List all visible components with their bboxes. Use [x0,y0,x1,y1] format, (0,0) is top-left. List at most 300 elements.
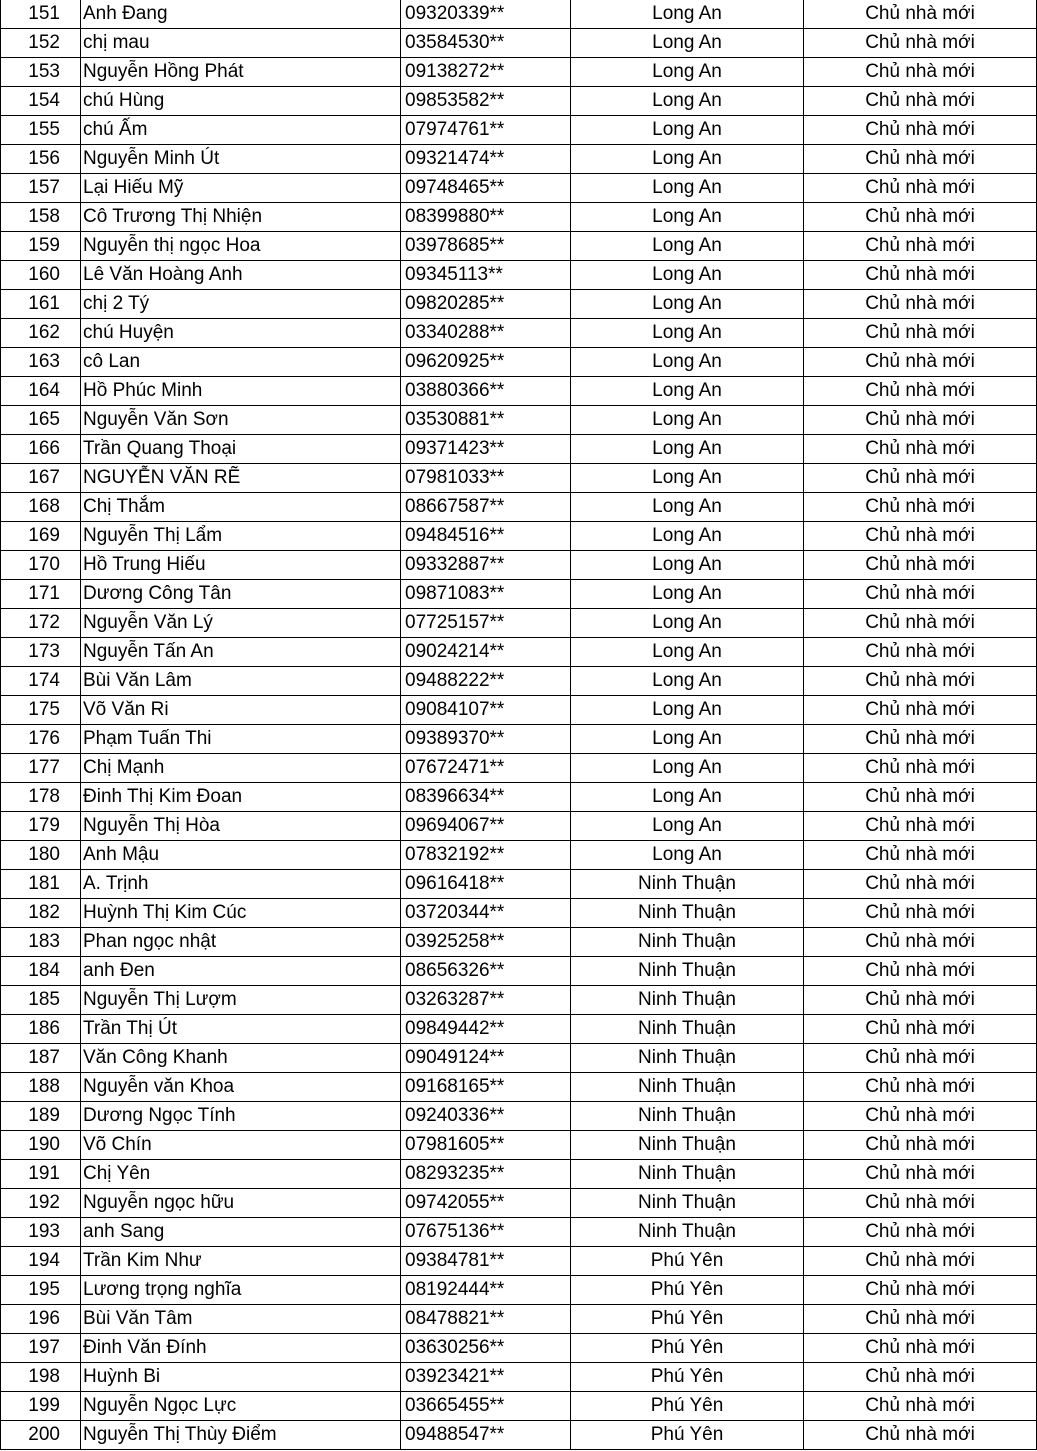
phone-number-cell: 09484516** [401,522,571,551]
owner-name-cell: chú Ấm [81,116,401,145]
status-cell: Chủ nhà mới [804,1247,1037,1276]
phone-number-cell: 09742055** [401,1189,571,1218]
phone-number-cell: 09871083** [401,580,571,609]
row-number-cell: 178 [1,783,81,812]
row-number-cell: 160 [1,261,81,290]
owner-name-cell: chú Huyện [81,319,401,348]
status-cell: Chủ nhà mới [804,116,1037,145]
province-cell: Long An [571,435,804,464]
province-cell: Long An [571,203,804,232]
province-cell: Ninh Thuận [571,1218,804,1247]
status-cell: Chủ nhà mới [804,899,1037,928]
phone-number-cell: 08396634** [401,783,571,812]
owner-name-cell: chị mau [81,29,401,58]
province-cell: Long An [571,464,804,493]
status-cell: Chủ nhà mới [804,29,1037,58]
status-cell: Chủ nhà mới [804,145,1037,174]
status-cell: Chủ nhà mới [804,957,1037,986]
owner-name-cell: Đinh Thị Kim Đoan [81,783,401,812]
table-row [1,232,1037,261]
table-row [1,957,1037,986]
phone-number-cell: 09345113** [401,261,571,290]
owner-name-cell: Dương Công Tân [81,580,401,609]
row-number-cell: 195 [1,1276,81,1305]
phone-number-cell: 09240336** [401,1102,571,1131]
table-row [1,870,1037,899]
status-cell: Chủ nhà mới [804,1189,1037,1218]
status-cell: Chủ nhà mới [804,464,1037,493]
phone-number-cell: 08667587** [401,493,571,522]
province-cell: Ninh Thuận [571,1189,804,1218]
table-row [1,1015,1037,1044]
owner-name-cell: Nguyễn Văn Sơn [81,406,401,435]
phone-number-cell: 09853582** [401,87,571,116]
province-cell: Ninh Thuận [571,1015,804,1044]
status-cell: Chủ nhà mới [804,261,1037,290]
table-row [1,1160,1037,1189]
province-cell: Phú Yên [571,1392,804,1421]
province-cell: Long An [571,522,804,551]
province-cell: Long An [571,87,804,116]
province-cell: Long An [571,696,804,725]
province-cell: Long An [571,609,804,638]
table-row [1,638,1037,667]
owner-name-cell: cô Lan [81,348,401,377]
row-number-cell: 165 [1,406,81,435]
phone-number-cell: 03923421** [401,1363,571,1392]
table-row [1,319,1037,348]
owner-name-cell: Trần Kim Như [81,1247,401,1276]
owner-name-cell: Hồ Trung Hiếu [81,551,401,580]
phone-number-cell: 09371423** [401,435,571,464]
phone-number-cell: 09138272** [401,58,571,87]
status-cell: Chủ nhà mới [804,1363,1037,1392]
owner-name-cell: anh Sang [81,1218,401,1247]
status-cell: Chủ nhà mới [804,1102,1037,1131]
table-row [1,1334,1037,1363]
row-number-cell: 177 [1,754,81,783]
row-number-cell: 198 [1,1363,81,1392]
table-row [1,1044,1037,1073]
province-cell: Ninh Thuận [571,1102,804,1131]
phone-number-cell: 07981033** [401,464,571,493]
table-row [1,1131,1037,1160]
owner-name-cell: chú Hùng [81,87,401,116]
owner-name-cell: anh Đen [81,957,401,986]
owner-name-cell: Chị Yên [81,1160,401,1189]
table-row [1,725,1037,754]
row-number-cell: 190 [1,1131,81,1160]
row-number-cell: 168 [1,493,81,522]
province-cell: Phú Yên [571,1247,804,1276]
row-number-cell: 183 [1,928,81,957]
row-number-cell: 199 [1,1392,81,1421]
table-row [1,261,1037,290]
owner-name-cell: Nguyễn Thị Lẩm [81,522,401,551]
province-cell: Ninh Thuận [571,1044,804,1073]
table-row [1,783,1037,812]
table-row [1,493,1037,522]
owner-name-cell: Hồ Phúc Minh [81,377,401,406]
status-cell: Chủ nhà mới [804,493,1037,522]
province-cell: Long An [571,261,804,290]
owner-name-cell: Nguyễn Ngọc Lực [81,1392,401,1421]
phone-number-cell: 03880366** [401,377,571,406]
row-number-cell: 164 [1,377,81,406]
province-cell: Ninh Thuận [571,899,804,928]
phone-number-cell: 03530881** [401,406,571,435]
phone-number-cell: 07725157** [401,609,571,638]
row-number-cell: 163 [1,348,81,377]
table-row [1,1305,1037,1334]
status-cell: Chủ nhà mới [804,377,1037,406]
status-cell: Chủ nhà mới [804,870,1037,899]
phone-number-cell: 09488222** [401,667,571,696]
row-number-cell: 155 [1,116,81,145]
owner-name-cell: Nguyễn Văn Lý [81,609,401,638]
table-body [1,0,1037,1450]
row-number-cell: 180 [1,841,81,870]
province-cell: Ninh Thuận [571,870,804,899]
table-row [1,29,1037,58]
province-cell: Long An [571,580,804,609]
province-cell: Phú Yên [571,1276,804,1305]
table-row [1,377,1037,406]
province-cell: Long An [571,290,804,319]
row-number-cell: 174 [1,667,81,696]
owner-name-cell: Trần Quang Thoại [81,435,401,464]
status-cell: Chủ nhà mới [804,928,1037,957]
phone-number-cell: 07832192** [401,841,571,870]
owner-name-cell: Nguyễn Thị Lượm [81,986,401,1015]
owner-name-cell: Cô Trương Thị Nhiện [81,203,401,232]
row-number-cell: 152 [1,29,81,58]
status-cell: Chủ nhà mới [804,348,1037,377]
row-number-cell: 156 [1,145,81,174]
owner-name-cell: chị 2 Tý [81,290,401,319]
province-cell: Long An [571,145,804,174]
phone-number-cell: 08399880** [401,203,571,232]
table-row [1,696,1037,725]
table-row [1,58,1037,87]
province-cell: Ninh Thuận [571,986,804,1015]
phone-number-cell: 07675136** [401,1218,571,1247]
status-cell: Chủ nhà mới [804,812,1037,841]
row-number-cell: 176 [1,725,81,754]
owner-name-cell: Nguyễn Thị Hòa [81,812,401,841]
row-number-cell: 182 [1,899,81,928]
row-number-cell: 172 [1,609,81,638]
status-cell: Chủ nhà mới [804,1044,1037,1073]
province-cell: Ninh Thuận [571,1073,804,1102]
status-cell: Chủ nhà mới [804,667,1037,696]
province-cell: Ninh Thuận [571,1131,804,1160]
phone-number-cell: 09049124** [401,1044,571,1073]
row-number-cell: 185 [1,986,81,1015]
province-cell: Long An [571,29,804,58]
row-number-cell: 166 [1,435,81,464]
owner-name-cell: Nguyễn Minh Út [81,145,401,174]
phone-number-cell: 09321474** [401,145,571,174]
table-row [1,812,1037,841]
row-number-cell: 154 [1,87,81,116]
table-row [1,464,1037,493]
status-cell: Chủ nhà mới [804,87,1037,116]
province-cell: Long An [571,783,804,812]
province-cell: Ninh Thuận [571,957,804,986]
row-number-cell: 184 [1,957,81,986]
row-number-cell: 197 [1,1334,81,1363]
province-cell: Long An [571,812,804,841]
table-row [1,551,1037,580]
owner-name-cell: Đinh Văn Đính [81,1334,401,1363]
phone-number-cell: 03720344** [401,899,571,928]
province-cell: Ninh Thuận [571,1160,804,1189]
table-row [1,0,1037,29]
owner-name-cell: Huỳnh Thị Kim Cúc [81,899,401,928]
table-row [1,1247,1037,1276]
status-cell: Chủ nhà mới [804,841,1037,870]
table-row [1,348,1037,377]
table-row [1,841,1037,870]
province-cell: Long An [571,493,804,522]
province-cell: Long An [571,116,804,145]
phone-number-cell: 09332887** [401,551,571,580]
owner-name-cell: Lê Văn Hoàng Anh [81,261,401,290]
table-row [1,406,1037,435]
row-number-cell: 173 [1,638,81,667]
owner-name-cell: Võ Chín [81,1131,401,1160]
row-number-cell: 157 [1,174,81,203]
table-row [1,1102,1037,1131]
phone-number-cell: 08192444** [401,1276,571,1305]
row-number-cell: 196 [1,1305,81,1334]
owner-name-cell: Anh Mậu [81,841,401,870]
row-number-cell: 169 [1,522,81,551]
owner-name-cell: Bùi Văn Lâm [81,667,401,696]
province-cell: Long An [571,725,804,754]
province-cell: Long An [571,232,804,261]
province-cell: Long An [571,377,804,406]
status-cell: Chủ nhà mới [804,319,1037,348]
table-row [1,522,1037,551]
row-number-cell: 186 [1,1015,81,1044]
province-cell: Phú Yên [571,1421,804,1450]
table-row [1,1218,1037,1247]
row-number-cell: 151 [1,0,81,29]
phone-number-cell: 03665455** [401,1392,571,1421]
owner-name-cell: Văn Công Khanh [81,1044,401,1073]
status-cell: Chủ nhà mới [804,232,1037,261]
province-cell: Long An [571,174,804,203]
row-number-cell: 153 [1,58,81,87]
owner-name-cell: Võ Văn Ri [81,696,401,725]
phone-number-cell: 03925258** [401,928,571,957]
table-row [1,1363,1037,1392]
table-row [1,754,1037,783]
owner-name-cell: A. Trịnh [81,870,401,899]
owner-name-cell: Anh Đang [81,0,401,29]
row-number-cell: 192 [1,1189,81,1218]
table-row [1,986,1037,1015]
status-cell: Chủ nhà mới [804,1392,1037,1421]
status-cell: Chủ nhà mới [804,1131,1037,1160]
phone-number-cell: 09384781** [401,1247,571,1276]
table-row [1,290,1037,319]
province-cell: Long An [571,754,804,783]
phone-number-cell: 03340288** [401,319,571,348]
table-row [1,116,1037,145]
phone-number-cell: 03584530** [401,29,571,58]
province-cell: Long An [571,551,804,580]
phone-number-cell: 09084107** [401,696,571,725]
status-cell: Chủ nhà mới [804,58,1037,87]
row-number-cell: 194 [1,1247,81,1276]
phone-number-cell: 07981605** [401,1131,571,1160]
table-row [1,203,1037,232]
status-cell: Chủ nhà mới [804,522,1037,551]
phone-number-cell: 09616418** [401,870,571,899]
row-number-cell: 162 [1,319,81,348]
status-cell: Chủ nhà mới [804,203,1037,232]
status-cell: Chủ nhà mới [804,754,1037,783]
phone-number-cell: 09620925** [401,348,571,377]
phone-number-cell: 09389370** [401,725,571,754]
phone-number-cell: 08293235** [401,1160,571,1189]
phone-number-cell: 09694067** [401,812,571,841]
row-number-cell: 175 [1,696,81,725]
phone-number-cell: 08656326** [401,957,571,986]
owner-name-cell: Phạm Tuấn Thi [81,725,401,754]
row-number-cell: 159 [1,232,81,261]
phone-number-cell: 09320339** [401,0,571,29]
owner-name-cell: Nguyễn thị ngọc Hoa [81,232,401,261]
row-number-cell: 187 [1,1044,81,1073]
status-cell: Chủ nhà mới [804,1305,1037,1334]
phone-number-cell: 03263287** [401,986,571,1015]
status-cell: Chủ nhà mới [804,638,1037,667]
province-cell: Ninh Thuận [571,928,804,957]
owner-name-cell: Nguyễn văn Khoa [81,1073,401,1102]
status-cell: Chủ nhà mới [804,986,1037,1015]
phone-number-cell: 07974761** [401,116,571,145]
table-row [1,609,1037,638]
owner-name-cell: Nguyễn Tấn An [81,638,401,667]
row-number-cell: 167 [1,464,81,493]
status-cell: Chủ nhà mới [804,1334,1037,1363]
province-cell: Long An [571,58,804,87]
row-number-cell: 200 [1,1421,81,1450]
status-cell: Chủ nhà mới [804,580,1037,609]
row-number-cell: 193 [1,1218,81,1247]
province-cell: Phú Yên [571,1363,804,1392]
row-number-cell: 161 [1,290,81,319]
phone-number-cell: 09849442** [401,1015,571,1044]
status-cell: Chủ nhà mới [804,551,1037,580]
table-row [1,174,1037,203]
province-cell: Phú Yên [571,1334,804,1363]
row-number-cell: 181 [1,870,81,899]
phone-number-cell: 07672471** [401,754,571,783]
status-cell: Chủ nhà mới [804,696,1037,725]
table-row [1,667,1037,696]
owner-name-cell: Phan ngọc nhật [81,928,401,957]
row-number-cell: 171 [1,580,81,609]
table-row [1,580,1037,609]
table-row [1,1392,1037,1421]
status-cell: Chủ nhà mới [804,725,1037,754]
owner-name-cell: Nguyễn ngọc hữu [81,1189,401,1218]
province-cell: Long An [571,348,804,377]
row-number-cell: 170 [1,551,81,580]
status-cell: Chủ nhà mới [804,290,1037,319]
status-cell: Chủ nhà mới [804,1218,1037,1247]
row-number-cell: 188 [1,1073,81,1102]
phone-number-cell: 08478821** [401,1305,571,1334]
owner-name-cell: Chị Mạnh [81,754,401,783]
owner-name-cell: Huỳnh Bi [81,1363,401,1392]
province-cell: Phú Yên [571,1305,804,1334]
owner-name-cell: Bùi Văn Tâm [81,1305,401,1334]
owner-name-cell: NGUYỄN VĂN RẼ [81,464,401,493]
status-cell: Chủ nhà mới [804,1276,1037,1305]
province-cell: Long An [571,319,804,348]
row-number-cell: 189 [1,1102,81,1131]
phone-number-cell: 03978685** [401,232,571,261]
phone-number-cell: 09820285** [401,290,571,319]
row-number-cell: 179 [1,812,81,841]
status-cell: Chủ nhà mới [804,609,1037,638]
owner-name-cell: Dương Ngọc Tính [81,1102,401,1131]
owner-name-cell: Nguyễn Hồng Phát [81,58,401,87]
table-row [1,145,1037,174]
table-row [1,87,1037,116]
row-number-cell: 191 [1,1160,81,1189]
status-cell: Chủ nhà mới [804,174,1037,203]
row-number-cell: 158 [1,203,81,232]
status-cell: Chủ nhà mới [804,0,1037,29]
province-cell: Long An [571,638,804,667]
owner-name-cell: Lương trọng nghĩa [81,1276,401,1305]
phone-number-cell: 09748465** [401,174,571,203]
owner-name-cell: Chị Thắm [81,493,401,522]
owner-name-cell: Trần Thị Út [81,1015,401,1044]
status-cell: Chủ nhà mới [804,1015,1037,1044]
table-row [1,1276,1037,1305]
phone-number-cell: 09168165** [401,1073,571,1102]
phone-number-cell: 09024214** [401,638,571,667]
province-cell: Long An [571,667,804,696]
table-row [1,1421,1037,1450]
status-cell: Chủ nhà mới [804,406,1037,435]
status-cell: Chủ nhà mới [804,1160,1037,1189]
table-row [1,1073,1037,1102]
province-cell: Long An [571,841,804,870]
table-row [1,1189,1037,1218]
table-row [1,435,1037,464]
owner-name-cell: Nguyễn Thị Thùy Điểm [81,1421,401,1450]
status-cell: Chủ nhà mới [804,1073,1037,1102]
owner-name-cell: Lại Hiếu Mỹ [81,174,401,203]
phone-number-cell: 03630256** [401,1334,571,1363]
phone-number-cell: 09488547** [401,1421,571,1450]
status-cell: Chủ nhà mới [804,1421,1037,1450]
status-cell: Chủ nhà mới [804,435,1037,464]
status-cell: Chủ nhà mới [804,783,1037,812]
province-cell: Long An [571,406,804,435]
table-row [1,899,1037,928]
table-row [1,928,1037,957]
